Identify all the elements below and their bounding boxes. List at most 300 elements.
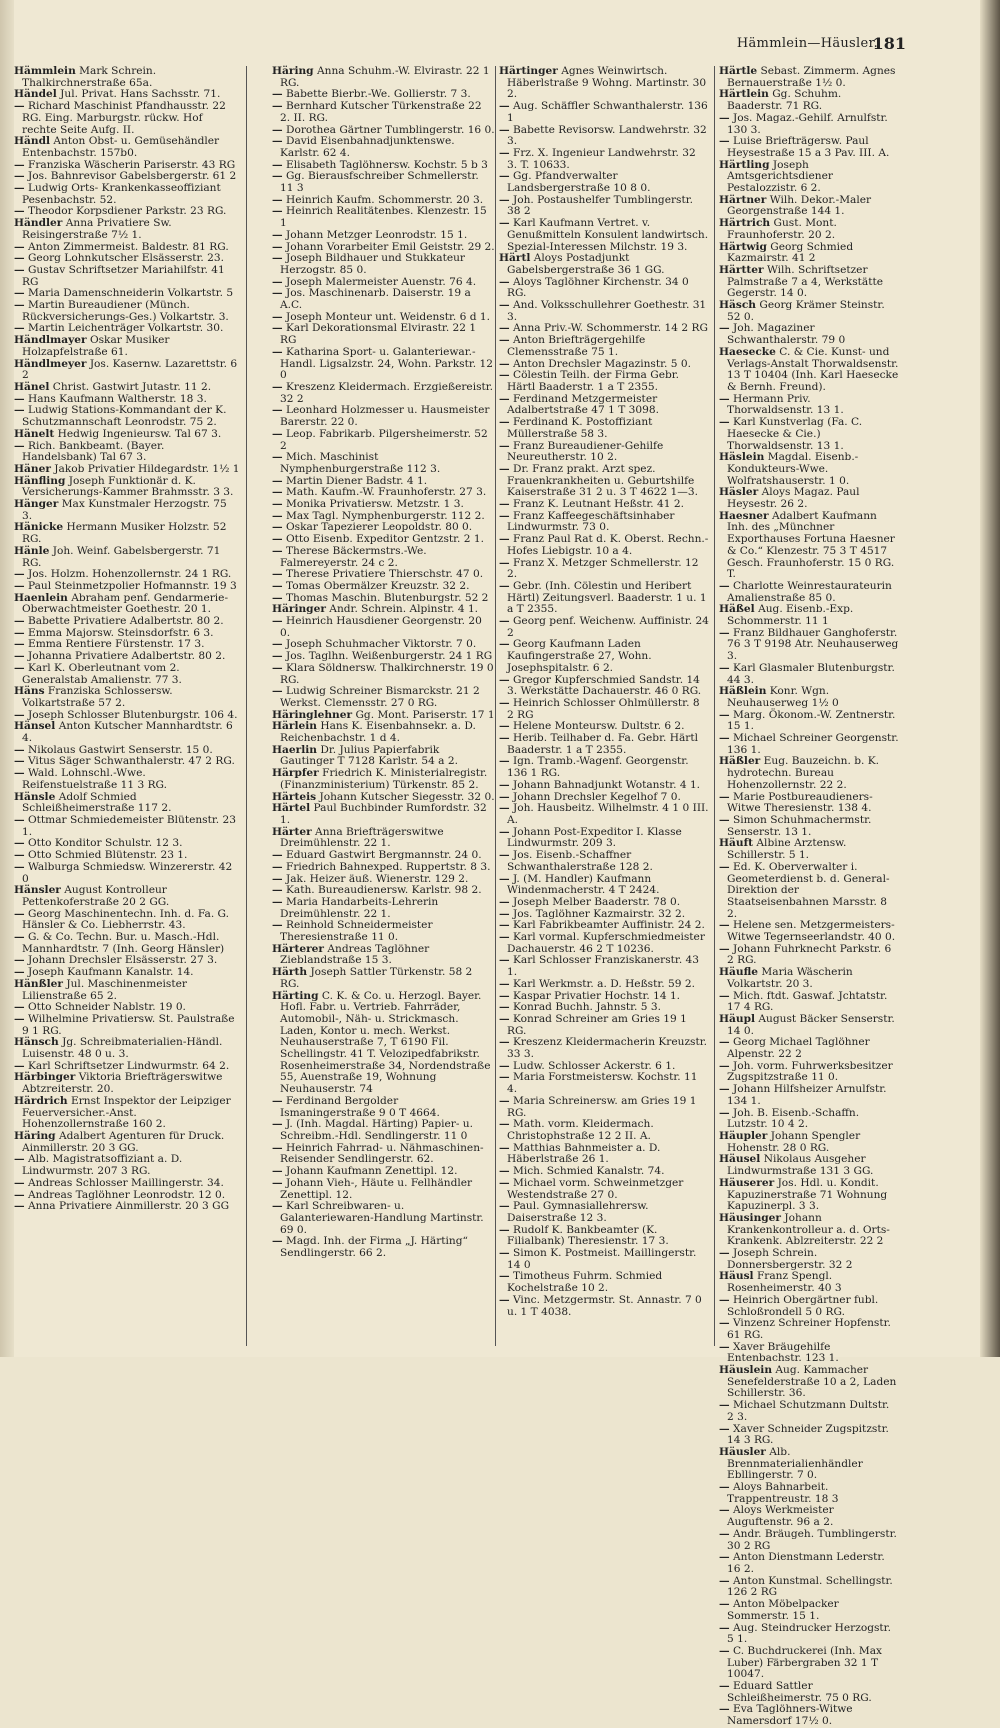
entry-surname: Häuft: [719, 837, 754, 850]
directory-entry: [272, 347, 495, 382]
entry-surname: —: [719, 661, 730, 674]
entry-surname: —: [719, 1083, 730, 1096]
entry-surname: —: [499, 322, 510, 335]
entry-details: Kath. Bureaudienersw. Karlstr. 98 2.: [285, 884, 482, 897]
entry-surname: —: [272, 345, 283, 358]
entry-details: Marg. Ökonom.-W. Zentnerstr. 15 1.: [727, 708, 896, 733]
directory-entry: [272, 663, 495, 686]
directory-entry: [272, 101, 495, 124]
entry-surname: —: [272, 88, 283, 101]
directory-entry: [719, 1482, 899, 1505]
entry-surname: —: [14, 755, 25, 768]
entry-details: Karl K. Oberleutnant vom 2. Generalstab Amalienstr. 77 3.: [22, 661, 182, 686]
directory-entry: [719, 417, 899, 452]
entry-surname: Härth: [272, 966, 308, 979]
entry-surname: Haesecke: [719, 345, 776, 358]
directory-entry: [719, 686, 899, 709]
directory-entry: [719, 1131, 899, 1154]
entry-details: Dorothea Gärtner Tumblingerstr. 16 0.: [285, 123, 495, 136]
entry-details: Otto Eisenb. Expeditor Gentzstr. 2 1.: [285, 533, 485, 546]
directory-entry: [499, 1072, 709, 1095]
entry-surname: Härtle: [719, 65, 758, 77]
entry-surname: —: [14, 205, 25, 218]
entry-details: Ludwig Schreiner Bismarckstr. 21 2 Werkst. Clemensstr. 27 0 RG.: [280, 685, 480, 709]
entry-surname: —: [499, 825, 510, 838]
entry-surname: Hänle: [14, 544, 50, 557]
entry-details: Max Kunstmaler Herzogstr. 75 3.: [22, 498, 227, 522]
entry-details: Hans Kaufmann Waltherstr. 18 3.: [27, 392, 207, 405]
entry-details: Georg penf. Weichenw. Auffinistr. 24 2: [507, 615, 709, 639]
entry-details: Paul. Gymnasiallehrersw. Daiserstraße 12 3.: [507, 1200, 649, 1224]
entry-surname: —: [499, 849, 510, 862]
entry-surname: —: [499, 416, 510, 429]
entry-details: Timotheus Fuhrm. Schmied Kochelstraße 10 2.: [507, 1270, 663, 1295]
entry-details: Andreas Taglöhner Zieblandstraße 15 3.: [280, 942, 430, 967]
entry-details: Viktoria Briefträgerswitwe Abtzreiterstr. 20.: [22, 1071, 223, 1096]
entry-details: C. & Cie. Kunst- und Verlags-Anstalt Thorwaldsenstr. 13 T 10404 (Inh. Karl Haesecke & Bernh. Freund).: [727, 345, 899, 393]
directory-entry: [14, 476, 240, 499]
directory-entry: [719, 1342, 899, 1365]
entry-surname: —: [499, 755, 510, 768]
directory-column-3: [499, 66, 709, 1351]
entry-details: Joseph Monteur unt. Weidenstr. 6 d 1.: [285, 310, 490, 323]
entry-details: Jos. Taglhn. Weißenburgerstr. 24 1 RG: [285, 650, 493, 663]
entry-details: Oskar Musiker Holzapfelstraße 61.: [22, 334, 170, 358]
entry-surname: Härteis: [272, 790, 317, 803]
entry-surname: —: [272, 872, 283, 885]
entry-surname: Häusinger: [719, 1211, 781, 1224]
entry-details: Anna Privatiere Ainmillerstr. 20 3 GG: [27, 1200, 230, 1213]
entry-details: Heinrich Fahrrad- u. Nähmaschinen-Reisender Sendlingerstr. 62.: [280, 1141, 484, 1166]
entry-surname: —: [272, 849, 283, 862]
entry-surname: —: [272, 451, 283, 464]
entry-surname: —: [499, 1247, 510, 1260]
entry-surname: —: [719, 579, 730, 592]
entry-details: Mich. ftdt. Gaswaf. Jchtatstr. 17 4 RG.: [727, 989, 888, 1014]
entry-surname: Häufle: [719, 966, 759, 979]
entry-details: G. & Co. Techn. Bur. u. Masch.-Hdl. Mannhardtstr. 7 (Inh. Georg Hänsler): [22, 931, 225, 955]
entry-details: Aug. Schäffler Schwanthalerstr. 136 1: [507, 100, 708, 124]
directory-entry: [499, 370, 709, 393]
entry-details: Ed. K. Oberverwalter i. Geometerdienst b. d. General-Direktion der Staatseisenbahnen Marsstr. 8 2.: [727, 860, 890, 920]
entry-details: Joseph Kaufmann Kanalstr. 14.: [27, 966, 194, 979]
entry-surname: —: [14, 849, 25, 862]
entry-details: Johann Kutscher Siegesstr. 32 0.: [319, 790, 495, 803]
directory-entry: [719, 452, 899, 487]
entry-details: Hermann Priv. Thorwaldsenstr. 13 1.: [727, 392, 844, 417]
entry-details: Vinzenz Schreiner Hopfenstr. 61 RG.: [727, 1317, 891, 1341]
entry-surname: —: [272, 568, 283, 581]
directory-entry: [14, 663, 240, 686]
entry-details: Agnes Weinwirtsch. Häberlstraße 9 Wohng. Martinstr. 30 2.: [507, 65, 707, 101]
directory-entry: [14, 499, 240, 522]
entry-surname: —: [14, 1200, 25, 1213]
entry-details: Gg. Mont. Pariserstr. 17 1: [355, 708, 495, 721]
entry-surname: —: [719, 814, 730, 826]
entry-surname: —: [272, 380, 283, 393]
entry-details: Leonhard Holzmesser u. Hausmeister Barerstr. 22 0.: [280, 404, 490, 429]
entry-details: Joseph Melber Baaderstr. 78 0.: [512, 895, 681, 908]
entry-surname: Hänsle: [14, 790, 56, 803]
directory-entry: [272, 827, 495, 850]
directory-entry: [272, 768, 495, 791]
entry-surname: —: [272, 1165, 283, 1178]
entry-details: Ferdinand Bergolder Ismaningerstraße 9 0 T 4664.: [280, 1094, 440, 1119]
entry-details: Ign. Tramb.-Wagenf. Georgenstr. 136 1 RG.: [507, 755, 689, 780]
entry-surname: —: [499, 1059, 510, 1072]
entry-details: Georg Schmied Kazmairstr. 41 2: [727, 240, 854, 265]
entry-surname: Härpfer: [272, 767, 319, 780]
directory-entry: [14, 300, 240, 323]
directory-entry: [499, 253, 709, 276]
entry-details: Georg Krämer Steinstr. 52 0.: [727, 299, 885, 323]
entry-surname: —: [499, 1165, 510, 1178]
entry-details: Math. vorm. Kleidermach. Christophstraße 12 2 II. A.: [507, 1118, 654, 1142]
entry-surname: Häsler: [719, 486, 759, 499]
entry-details: Adalbert Kaufmann Inh. des „Münchner Exporthauses Fortuna Haesner & Co.“ Klenzestr. 75 3 T 4517 Gesch. Fraunhoferstr. 15 0 RG. T.: [727, 509, 895, 581]
entry-details: Anton Drechsler Magazinstr. 5 0.: [512, 357, 691, 370]
directory-entry: [499, 1225, 709, 1248]
directory-entry: [499, 955, 709, 978]
directory-entry: [499, 1295, 709, 1318]
entry-details: Johanna Privatiere Adalbertstr. 80 2.: [27, 650, 226, 663]
entry-details: Tomas Obermälzer Kreuzstr. 32 2.: [285, 579, 470, 592]
entry-surname: Hänfling: [14, 474, 66, 487]
entry-details: Johann Vieh-, Häute u. Fellhändler Zenettipl. 12.: [280, 1176, 473, 1201]
entry-details: Xaver Bräugehilfe Entenbachstr. 123 1.: [727, 1340, 839, 1365]
entry-surname: —: [272, 1141, 283, 1154]
entry-surname: Härtner: [719, 193, 767, 206]
entry-surname: —: [719, 1527, 730, 1540]
directory-column-1: [14, 66, 240, 1351]
directory-entry: [499, 616, 709, 639]
directory-entry: [499, 1014, 709, 1037]
directory-entry: [499, 850, 709, 873]
directory-entry: [272, 991, 495, 1096]
directory-column-2: [272, 66, 495, 1351]
entry-details: Joh. vorm. Fuhrwerksbesitzer Zugspitzstraße 11 0.: [727, 1059, 893, 1084]
entry-surname: —: [272, 685, 283, 698]
entry-surname: —: [719, 1644, 730, 1657]
entry-surname: —: [719, 732, 730, 745]
entry-surname: —: [272, 123, 283, 136]
entry-surname: —: [272, 404, 283, 417]
entry-surname: —: [719, 1621, 730, 1634]
entry-surname: Härtwig: [719, 240, 767, 253]
entry-details: Franz Spengl. Rosenheimerstr. 40 3: [727, 1270, 842, 1295]
entry-surname: —: [719, 1574, 730, 1587]
entry-surname: —: [14, 907, 25, 920]
entry-details: Simon K. Postmeist. Maillingerstr. 14 0: [507, 1247, 697, 1271]
entry-surname: Härtinger: [499, 65, 558, 77]
entry-details: Franz Bildhauer Ganghoferstr. 76 3 T 9198 Atr. Neuhauserweg 3.: [727, 626, 899, 663]
entry-surname: —: [272, 1200, 283, 1213]
entry-surname: —: [499, 954, 510, 967]
entry-details: Joseph Bildhauer und Stukkateur Herzogstr. 85 0.: [280, 252, 465, 276]
directory-entry: [14, 265, 240, 288]
entry-surname: —: [499, 1071, 510, 1084]
entry-details: Aloys Bahnarbeit. Trappentreustr. 18 3: [727, 1481, 839, 1505]
entry-surname: —: [14, 439, 25, 452]
entry-surname: —: [272, 661, 283, 674]
entry-details: Ferdinand Metzgermeister Adalbertstraße 47 1 T 3098.: [507, 392, 660, 417]
entry-details: Jos. Kasernw. Lazarettstr. 6 2: [22, 357, 238, 382]
entry-surname: —: [272, 591, 283, 604]
directory-entry: [719, 1424, 899, 1447]
directory-entry: [719, 1178, 899, 1213]
directory-entry: [272, 686, 495, 709]
entry-surname: —: [272, 240, 283, 253]
entry-details: Rudolf K. Bankbeamter (K. Filialbank) Theresienstr. 17 3.: [507, 1223, 669, 1248]
entry-details: Gebr. (Inh. Cölestin und Heribert Härtl) Zeitungsverl. Baaderstr. 1 u. 1 a T 2355.: [507, 579, 707, 616]
directory-entry: [719, 838, 899, 861]
entry-details: Hermann Musiker Holzstr. 52 RG.: [22, 521, 227, 546]
entry-surname: —: [499, 439, 510, 452]
entry-surname: —: [499, 1118, 510, 1131]
entry-surname: —: [14, 170, 25, 183]
entry-details: Gregor Kupferschmied Sandstr. 14 3. Werkstätte Dachauerstr. 46 0 RG.: [507, 673, 702, 698]
entry-details: Dr. Julius Papierfabrik Gautinger T 7128 Karlstr. 54 a 2.: [280, 743, 458, 768]
entry-details: Jul. Maschinenmeister Lilienstraße 65 2.: [22, 977, 187, 1002]
entry-surname: —: [499, 989, 510, 1002]
entry-surname: Hänsch: [14, 1036, 59, 1049]
entry-surname: —: [719, 1247, 730, 1260]
directory-entry: [14, 183, 240, 206]
directory-entry: [499, 125, 709, 148]
entry-details: Nikolaus Gastwirt Senserstr. 15 0.: [27, 743, 213, 756]
directory-entry: [719, 1108, 899, 1131]
directory-entry: [719, 1295, 899, 1318]
entry-surname: —: [14, 100, 25, 113]
entry-surname: —: [14, 299, 25, 312]
entry-surname: —: [499, 673, 510, 686]
entry-details: Xaver Schneider Zugspitzstr. 14 3 RG.: [727, 1422, 889, 1447]
entry-details: And. Volksschullehrer Goethestr. 31 3.: [507, 299, 707, 323]
entry-details: Karl Kaufmann Vertret. v. Genußmitteln Konsulent landwirtsch. Spezial-Interessen Milchstr. 19 3.: [507, 217, 709, 253]
directory-entry: [499, 1248, 709, 1271]
directory-entry: [719, 1529, 899, 1552]
entry-surname: —: [272, 884, 283, 897]
directory-entry: [14, 522, 240, 545]
entry-details: Heinrich Kaufm. Schommerstr. 20 3.: [285, 193, 484, 206]
entry-details: Johann Spengler Hohenstr. 28 0 RG.: [727, 1129, 861, 1154]
directory-entry: [719, 1447, 899, 1482]
entry-surname: Häusel: [719, 1153, 761, 1166]
entry-surname: —: [499, 872, 510, 885]
entry-surname: —: [499, 369, 510, 382]
entry-details: Johann Bahnadjunkt Wotanstr. 4 1.: [512, 778, 701, 791]
entry-details: Otto Schneider Nablstr. 19 0.: [27, 1001, 186, 1014]
entry-details: Joseph Schlosser Blutenburgstr. 106 4.: [27, 708, 238, 721]
directory-entry: [499, 171, 709, 194]
entry-surname: Hänsel: [14, 720, 56, 733]
entry-surname: Härlein: [272, 720, 317, 733]
directory-entry: [719, 511, 899, 581]
directory-entry: [272, 897, 495, 920]
entry-surname: —: [272, 615, 283, 628]
entry-surname: —: [719, 1504, 730, 1517]
entry-details: Alb. Magistratsoffiziant a. D. Lindwurmstr. 207 3 RG.: [22, 1153, 183, 1178]
entry-surname: —: [499, 720, 510, 733]
entry-details: Christ. Gastwirt Jutastr. 11 2.: [52, 380, 212, 393]
entry-details: Karl Schreibwaren- u. Galanteriewaren-Handlung Martinstr. 69 0.: [280, 1200, 484, 1236]
entry-surname: —: [14, 966, 25, 979]
entry-surname: —: [499, 193, 510, 206]
directory-entry: [719, 1213, 899, 1248]
entry-surname: —: [14, 837, 25, 850]
entry-details: Joseph Schrein. Donnersbergerstr. 32 2: [727, 1247, 853, 1271]
entry-surname: —: [499, 334, 510, 347]
entry-details: Matthias Bahnmeister a. D. Häberlstraße 26 1.: [507, 1141, 661, 1166]
directory-entry: [719, 323, 899, 346]
entry-surname: Härbinger: [14, 1071, 76, 1084]
entry-details: Kreszenz Kleidermacherin Kreuzstr. 33 3.: [507, 1036, 707, 1061]
entry-details: Joseph Amtsgerichtsdiener Pestalozzistr. 6 2.: [727, 158, 833, 195]
entry-surname: Händler: [14, 217, 63, 230]
directory-entry: [272, 429, 495, 452]
running-header: [14, 36, 906, 56]
entry-details: Anton Kunstmal. Schellingstr. 126 2 RG: [727, 1574, 893, 1599]
entry-surname: Häring: [14, 1129, 56, 1142]
entry-details: Hans K. Eisenbahnsekr. a. D. Reichenbachstr. 1 d 4.: [280, 720, 476, 745]
entry-surname: —: [719, 1036, 730, 1049]
directory-entry: [499, 218, 709, 253]
directory-entry: [499, 195, 709, 218]
entry-details: Richard Maschinist Pfandhausstr. 22 RG. Eing. Marburgstr. rückw. Hof rechte Seite Aufg. II.: [22, 100, 226, 136]
entry-details: Math. Kaufm.-W. Fraunhoferstr. 27 3.: [285, 486, 487, 499]
entry-surname: —: [272, 275, 283, 288]
directory-entry: [14, 1096, 240, 1131]
entry-details: Michael Schutzmann Dultstr. 2 3.: [727, 1399, 890, 1423]
entry-details: Leop. Fabrikarb. Pilgersheimerstr. 52 2: [280, 427, 488, 452]
entry-details: Magd. Inh. der Firma „J. Härting“ Sendlingerstr. 66 2.: [280, 1235, 468, 1260]
directory-entry: [14, 101, 240, 136]
entry-surname: —: [272, 193, 283, 206]
entry-details: Karl Schriftsetzer Lindwurmstr. 64 2.: [27, 1059, 230, 1072]
entry-details: Franz Bureaudiener-Gehilfe Neureutherstr. 10 2.: [507, 439, 664, 464]
directory-entry: [719, 1552, 899, 1575]
directory-entry: [499, 874, 709, 897]
directory-entry: [719, 160, 899, 195]
entry-details: Simon Schuhmachermstr. Senserstr. 13 1.: [727, 814, 872, 838]
directory-entry: [719, 1061, 899, 1084]
entry-surname: —: [719, 1059, 730, 1072]
entry-details: Anton Briefträgergehilfe Clemensstraße 75 1.: [507, 334, 646, 358]
entry-details: Jos. Magaz.-Gehilf. Arnulfstr. 130 3.: [727, 111, 888, 136]
entry-details: Wald. Lohnschl.-Wwe. Reifenstuelstraße 11 3 RG.: [22, 767, 167, 791]
entry-details: Katharina Sport- u. Galanteriewar.-Handl. Ligsalzstr. 24, Wohn. Parkstr. 12 0: [280, 345, 493, 382]
directory-entry: [719, 1576, 899, 1599]
entry-surname: Härtrich: [719, 217, 771, 230]
directory-entry: [14, 136, 240, 159]
entry-surname: Häuslein: [719, 1364, 773, 1377]
entry-surname: —: [719, 111, 730, 124]
entry-surname: —: [14, 1176, 25, 1189]
entry-details: Anton Obst- u. Gemüsehändler Entenbachstr. 157b0.: [22, 135, 220, 159]
entry-surname: Härtling: [719, 158, 770, 171]
entry-surname: —: [499, 919, 510, 932]
entry-surname: Hänicke: [14, 521, 64, 534]
entry-details: Anna Priv.-W. Schommerstr. 14 2 RG: [512, 322, 708, 335]
directory-entry: [499, 1143, 709, 1166]
entry-surname: Häusler: [719, 1445, 766, 1458]
entry-surname: —: [14, 240, 25, 253]
entry-details: C. K. & Co. u. Herzogl. Bayer. Hofl. Fabr. u. Vertrieb. Fahrräder, Automobil-, Näh- u. Strickmasch. Laden, Kontor u. mech. Werkst. Neuhauserstraße 7, T 6190 Fil. Schellingstr. 41 T. Velozipedfabrikstr. Rosenheimerstraße 34, Nordendstraße 55, Auenstraße 19, Wohnung Neuhauserstr. 74: [280, 989, 491, 1096]
entry-surname: —: [14, 158, 25, 171]
entry-surname: Häusl: [719, 1270, 754, 1283]
entry-surname: Häuserer: [719, 1176, 775, 1189]
entry-surname: Härtter: [719, 263, 764, 276]
entry-surname: —: [499, 638, 510, 651]
entry-surname: —: [272, 1118, 283, 1131]
entry-surname: Hänßler: [14, 977, 63, 990]
entry-details: Otto Schmied Blütenstr. 23 1.: [27, 849, 188, 862]
entry-details: Johann Post-Expeditor I. Klasse Lindwurmstr. 209 3.: [507, 825, 682, 850]
directory-entry: [14, 546, 240, 569]
directory-entry: [499, 464, 709, 499]
entry-details: Eduard Gastwirt Bergmannstr. 24 0.: [285, 849, 482, 862]
entry-surname: —: [719, 1106, 730, 1119]
directory-entry: [719, 1704, 899, 1727]
entry-details: Aug. Eisenb.-Exp. Schommerstr. 11 1: [727, 603, 854, 628]
entry-surname: —: [719, 708, 730, 721]
directory-entry: [14, 359, 240, 382]
entry-details: Michael Schreiner Georgenstr. 136 1.: [727, 732, 899, 756]
entry-details: Ernst Inspektor der Leipziger Feuerversicher.-Anst. Hohenzollernstraße 160 2.: [22, 1094, 231, 1131]
entry-surname: Händlmeyer: [14, 357, 87, 370]
entry-details: Mark Schrein. Thalkirchnerstraße 65a.: [22, 65, 157, 89]
directory-entry: [272, 171, 495, 194]
entry-details: Rich. Bankbeamt. (Bayer. Handelsbank) Tal 67 3.: [22, 439, 165, 464]
directory-entry: [499, 1037, 709, 1060]
entry-details: Wilhelmine Privatiersw. St. Paulstraße 9 1 RG.: [22, 1012, 235, 1037]
entry-surname: —: [272, 1235, 283, 1248]
entry-surname: —: [719, 919, 730, 932]
entry-details: Klara Söldnersw. Thalkirchnerstr. 19 0 RG.: [280, 661, 494, 686]
directory-entry: [499, 335, 709, 358]
directory-entry: [719, 89, 899, 112]
entry-details: Paul Steinmetzpolier Hofmannstr. 19 3: [27, 579, 237, 592]
entry-details: Frz. X. Ingenieur Landwehrstr. 32 3. T. 10633.: [507, 146, 696, 171]
entry-details: Heinrich Realitätenbes. Klenzestr. 15 1: [280, 205, 487, 230]
directory-entry: [14, 1014, 240, 1037]
entry-details: Aug. Kammacher Senefelderstraße 10 a 2, Laden Schillerstr. 36.: [727, 1364, 897, 1400]
entry-surname: —: [719, 989, 730, 1002]
entry-details: Babette Bierbr.-We. Gollierstr. 7 3.: [285, 88, 471, 101]
directory-entry: [499, 803, 709, 826]
directory-entry: [719, 792, 899, 815]
entry-details: Anna Schuhm.-W. Elvirastr. 22 1 RG.: [280, 65, 490, 89]
entry-details: Hedwig Ingenieursw. Tal 67 3.: [57, 427, 222, 440]
entry-surname: —: [499, 931, 510, 944]
entry-surname: —: [272, 1176, 283, 1189]
entry-surname: Häns: [14, 685, 45, 698]
entry-details: Gustav Schriftsetzer Mariahilfstr. 41 RG: [22, 263, 225, 288]
entry-surname: Häringer: [272, 603, 326, 616]
entry-surname: —: [14, 1001, 25, 1014]
entry-details: Joh. Magaziner Schwanthalerstr. 79 0: [727, 322, 846, 347]
entry-details: Emma Rentiere Fürstenstr. 17 3.: [27, 638, 205, 651]
entry-details: Joseph Funktionär d. K. Versicherungs-Kammer Brahmsstr. 3 3.: [22, 474, 234, 499]
entry-surname: —: [14, 579, 25, 592]
directory-entry: [719, 1365, 899, 1400]
directory-entry: [719, 862, 899, 921]
entry-surname: Härtel: [272, 802, 311, 815]
directory-entry: [499, 1119, 709, 1142]
entry-details: Ludwig Orts- Krankenkasseoffiziant Pesenbachstr. 52.: [22, 182, 221, 206]
entry-details: Georg Maschinentechn. Inh. d. Fa. G. Hänsler & Co. Liebherrstr. 43.: [22, 907, 230, 932]
directory-entry: [499, 441, 709, 464]
